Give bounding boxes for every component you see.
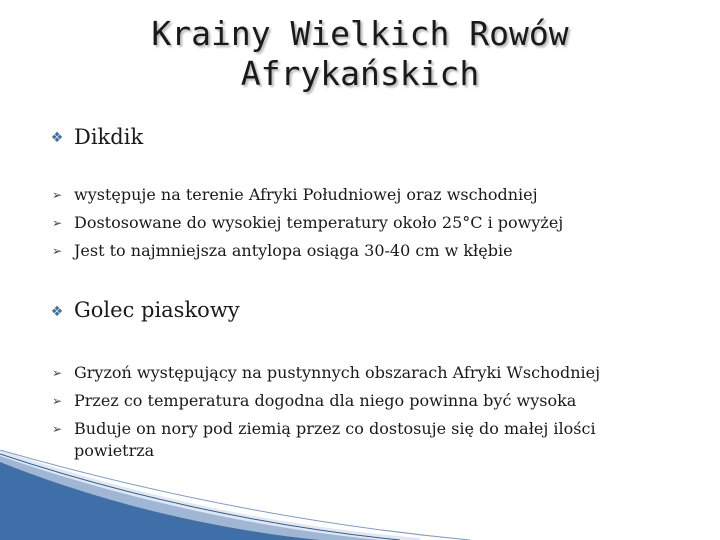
arrow-bullet-icon: ➢ <box>51 244 63 258</box>
section-heading-dikdik: Dikdik <box>74 125 144 149</box>
diamond-bullet-icon: ❖ <box>50 130 64 146</box>
slide-title-line-1: Krainy Wielkich Rowów <box>151 14 569 53</box>
list-item: Przez co temperatura dogodna dla niego powinna być wysoka <box>74 391 577 410</box>
arrow-bullet-icon: ➢ <box>51 188 63 202</box>
arrow-bullet-icon: ➢ <box>51 394 63 408</box>
section-heading-golec: Golec piaskowy <box>74 298 240 322</box>
slide-title-line-2: Afrykańskich <box>240 54 480 93</box>
list-item: Buduje on nory pod ziemią przez co dostosuje się do małej ilości powietrza <box>74 419 596 460</box>
arrow-bullet-icon: ➢ <box>51 216 63 230</box>
list-item: Dostosowane do wysokiej temperatury około 25°C i powyżej <box>74 213 564 232</box>
list-item: Gryzoń występujący na pustynnych obszarach Afryki Wschodniej <box>74 363 601 382</box>
diamond-bullet-icon: ❖ <box>50 304 64 320</box>
list-item: Jest to najmniejsza antylopa osiąga 30-40 cm w kłębie <box>74 241 513 260</box>
slide-title <box>120 14 600 94</box>
decorative-wave <box>0 450 720 540</box>
arrow-bullet-icon: ➢ <box>51 422 63 436</box>
list-item: występuje na terenie Afryki Południowej oraz wschodniej <box>74 185 538 204</box>
arrow-bullet-icon: ➢ <box>51 366 63 380</box>
